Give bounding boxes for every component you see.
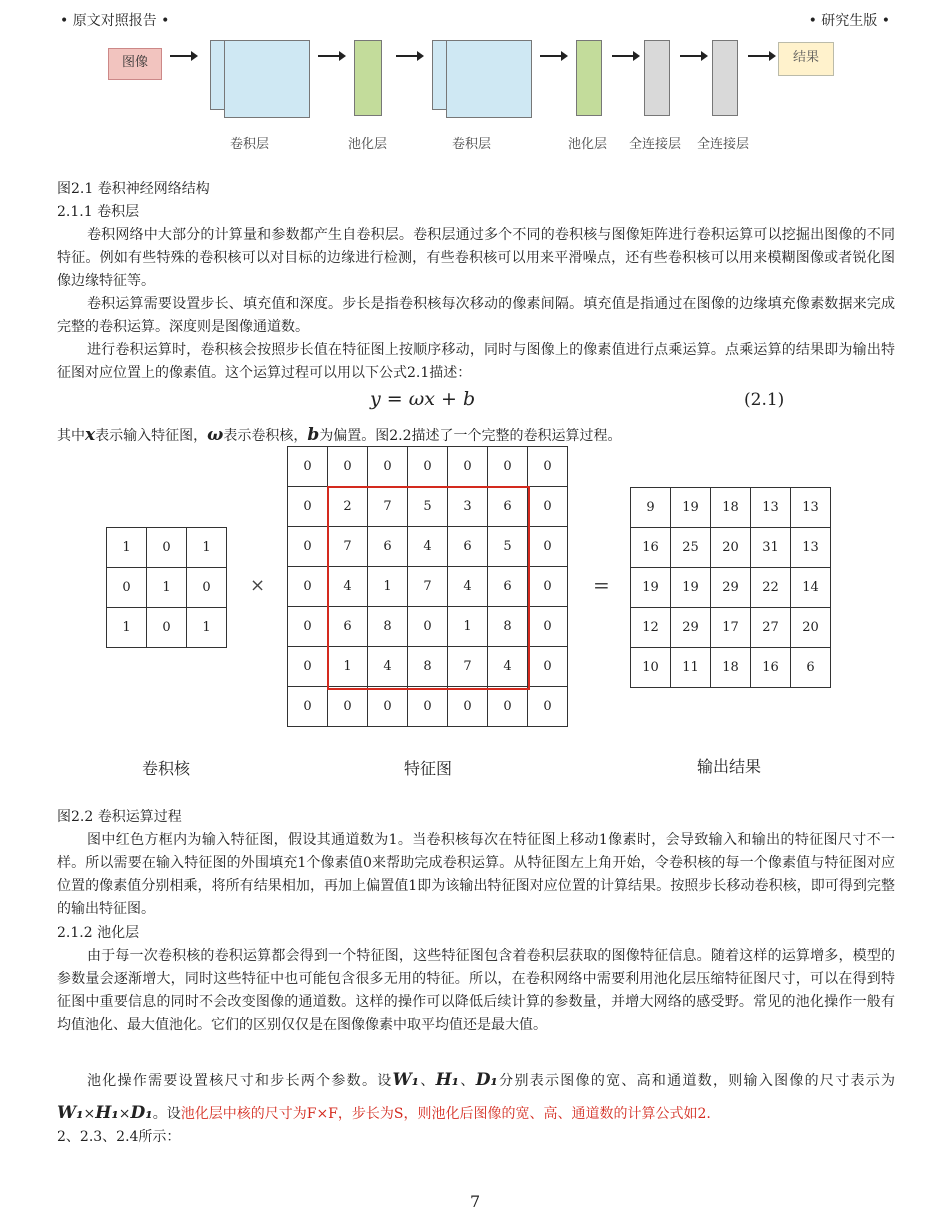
kernel-label: 卷积核 xyxy=(142,759,191,778)
matrix-cell: 18 xyxy=(711,648,751,688)
matrix-cell: 0 xyxy=(147,608,187,648)
var-omega: ω xyxy=(207,425,224,445)
matrix-cell: 7 xyxy=(448,647,488,687)
matrix-cell: 0 xyxy=(448,687,488,727)
matrix-row xyxy=(631,648,831,688)
matrix-cell: 7 xyxy=(328,527,368,567)
variable-explanation xyxy=(57,424,917,448)
pool-sep-1: 、 xyxy=(419,1073,436,1089)
matrix-cell: 0 xyxy=(528,527,568,567)
matrix-cell: 0 xyxy=(288,527,328,567)
matrix-cell: 19 xyxy=(671,568,711,608)
conv-block-2-front xyxy=(446,40,532,118)
pool-text-a: 池化操作需要设置核尺寸和步长两个参数。设 xyxy=(87,1073,393,1089)
layer-label-pool-1: 池化层 xyxy=(348,137,388,152)
matrix-cell: 6 xyxy=(328,607,368,647)
matrix-cell: 0 xyxy=(288,607,328,647)
matrix-row xyxy=(631,488,831,528)
matrix-cell: 1 xyxy=(107,608,147,648)
matrix-cell: 4 xyxy=(448,567,488,607)
input-image-box: 图像 xyxy=(108,48,162,80)
matrix-cell: 0 xyxy=(368,687,408,727)
matrix-cell: 19 xyxy=(671,488,711,528)
header-left: • 原文对照报告 • xyxy=(60,13,170,29)
equals-sign: = xyxy=(593,573,610,597)
pool-sep-2: 、 xyxy=(459,1073,476,1089)
figure-2-2-caption: 图2.2 卷积运算过程 xyxy=(57,809,182,825)
matrix-cell: 31 xyxy=(751,528,791,568)
kernel-matrix xyxy=(106,527,227,648)
input-region-red-box xyxy=(327,486,530,690)
var-text-b: 表示输入特征图， xyxy=(95,428,208,444)
matrix-cell: 5 xyxy=(408,487,448,527)
matrix-cell: 4 xyxy=(328,567,368,607)
matrix-cell: 0 xyxy=(408,687,448,727)
layer-label-conv-1: 卷积层 xyxy=(230,137,270,152)
layer-label-fc-1: 全连接层 xyxy=(629,137,682,152)
matrix-cell: 14 xyxy=(791,568,831,608)
matrix-cell: 0 xyxy=(528,647,568,687)
matrix-cell: 16 xyxy=(751,648,791,688)
var-text-c: 表示卷积核， xyxy=(223,428,308,444)
arrow-3 xyxy=(396,55,418,57)
matrix-row xyxy=(631,608,831,648)
arrow-7 xyxy=(748,55,770,57)
matrix-cell: 1 xyxy=(187,608,227,648)
fc-block-2 xyxy=(712,40,738,116)
matrix-cell: 0 xyxy=(288,447,328,487)
matrix-cell: 19 xyxy=(631,568,671,608)
output-result-box: 结果 xyxy=(778,42,834,76)
matrix-row xyxy=(631,528,831,568)
arrow-4 xyxy=(540,55,562,57)
layer-label-conv-2: 卷积层 xyxy=(452,137,492,152)
symbol-w1: W₁ xyxy=(392,1070,420,1090)
matrix-cell: 13 xyxy=(791,528,831,568)
after-figure-paragraph: 图中红色方框内为输入特征图，假设其通道数为1。当卷积核每次在特征图上移动1像素时，会导致输入和输出的特征图尺寸不一样。所以需要在输入特征图的外围填充1个像素值0来帮助完成卷积运算。从特征图左上角开始，令卷积核的每一个像素值与特征图对应位置的像素值分别相乘，将所有结果相加，再加上偏置值1即为该输出特征图对应位置的计算结果。按照步长移动卷积核，即可得到完整的输出特征图。 xyxy=(57,832,895,917)
page-number: 7 xyxy=(470,1192,481,1211)
matrix-cell: 0 xyxy=(488,687,528,727)
matrix-cell: 1 xyxy=(368,567,408,607)
matrix-row xyxy=(631,568,831,608)
matrix-cell: 0 xyxy=(528,687,568,727)
matrix-cell: 11 xyxy=(671,648,711,688)
matrix-cell: 4 xyxy=(368,647,408,687)
matrix-cell: 0 xyxy=(288,687,328,727)
conv-paragraph-3: 进行卷积运算时，卷积核会按照步长值在特征图上按顺序移动，同时与图像上的像素值进行点乘运算。点乘运算的结果即为输出特征图对应位置上的像素值。这个运算过程可以用以下公式2.1描述： xyxy=(57,342,895,381)
matrix-cell: 17 xyxy=(711,608,751,648)
matrix-cell: 8 xyxy=(488,607,528,647)
matrix-cell: 20 xyxy=(711,528,751,568)
matrix-cell: 7 xyxy=(408,567,448,607)
matrix-cell: 0 xyxy=(408,447,448,487)
matrix-cell: 1 xyxy=(187,528,227,568)
symbol-w1-b: W₁ xyxy=(57,1103,84,1123)
matrix-cell: 4 xyxy=(488,647,528,687)
pool-text-b: 分别表示图像的宽、高和通道数，则输入图像的尺寸表示为 xyxy=(497,1073,896,1089)
matrix-cell: 7 xyxy=(368,487,408,527)
matrix-cell: 16 xyxy=(631,528,671,568)
symbol-d1: D₁ xyxy=(475,1070,498,1090)
matrix-cell: 0 xyxy=(288,487,328,527)
multiply-sign: × xyxy=(250,575,266,596)
feature-map-label: 特征图 xyxy=(404,759,453,778)
matrix-cell: 0 xyxy=(187,568,227,608)
matrix-cell: 1 xyxy=(107,528,147,568)
matrix-cell: 0 xyxy=(528,447,568,487)
matrix-row xyxy=(107,608,227,648)
matrix-cell: 0 xyxy=(107,568,147,608)
section-2-1-1-heading: 2.1.1 卷积层 xyxy=(57,204,140,220)
matrix-cell: 20 xyxy=(791,608,831,648)
matrix-cell: 0 xyxy=(528,567,568,607)
matrix-row xyxy=(107,568,227,608)
conv-block-1-front xyxy=(224,40,310,118)
header-right: • 研究生版 • xyxy=(808,13,890,29)
matrix-cell: 0 xyxy=(528,487,568,527)
conv-paragraph-2: 卷积运算需要设置步长、填充值和深度。步长是指卷积核每次移动的像素间隔。填充值是指通过在图像的边缘填充像素数据来完成完整的卷积运算。深度则是图像通道数。 xyxy=(57,296,895,335)
layer-label-fc-2: 全连接层 xyxy=(697,137,750,152)
matrix-cell: 1 xyxy=(147,568,187,608)
matrix-cell: 2 xyxy=(328,487,368,527)
matrix-cell: 0 xyxy=(488,447,528,487)
fc-block-1 xyxy=(644,40,670,116)
matrix-cell: 25 xyxy=(671,528,711,568)
symbol-h1: H₁ xyxy=(435,1070,460,1090)
pool-block-1 xyxy=(354,40,382,116)
matrix-cell: 0 xyxy=(328,687,368,727)
matrix-cell: 0 xyxy=(408,607,448,647)
matrix-cell: 9 xyxy=(631,488,671,528)
matrix-cell: 22 xyxy=(751,568,791,608)
pool-text-d: 2、2.3、2.4所示： xyxy=(57,1129,181,1145)
matrix-cell: 3 xyxy=(448,487,488,527)
matrix-cell: 13 xyxy=(791,488,831,528)
figure-2-1-caption: 图2.1 卷积神经网络结构 xyxy=(57,181,210,197)
matrix-cell: 8 xyxy=(408,647,448,687)
matrix-cell: 4 xyxy=(408,527,448,567)
layer-label-pool-2: 池化层 xyxy=(568,137,608,152)
arrow-5 xyxy=(612,55,634,57)
matrix-cell: 6 xyxy=(488,567,528,607)
matrix-cell: 27 xyxy=(751,608,791,648)
var-x: x xyxy=(85,425,96,445)
pool-block-2 xyxy=(576,40,602,116)
matrix-cell: 6 xyxy=(488,487,528,527)
output-matrix xyxy=(630,487,831,688)
output-result-label: 输出结果 xyxy=(697,757,762,776)
pool-highlight-red: 池化层中核的尺寸为F×F，步长为S，则池化后图像的宽、高、通道数的计算公式如2. xyxy=(180,1106,711,1122)
conv-paragraph-1: 卷积网络中大部分的计算量和参数都产生自卷积层。卷积层通过多个不同的卷积核与图像矩阵进行卷积运算可以挖掘出图像的不同特征。例如有些特殊的卷积核可以对目标的边缘进行检测，有些卷积核可以用来平滑噪点，还有些卷积核可以用来模糊图像或者锐化图像边缘特征等。 xyxy=(57,227,895,289)
var-text-a: 其中 xyxy=(57,428,85,444)
matrix-row xyxy=(107,528,227,568)
var-text-d: 为偏置。图2.2描述了一个完整的卷积运算过程。 xyxy=(319,428,622,444)
times-1: × xyxy=(83,1106,96,1122)
var-b: b xyxy=(307,425,320,445)
matrix-cell: 6 xyxy=(791,648,831,688)
matrix-cell: 6 xyxy=(448,527,488,567)
matrix-row xyxy=(288,447,568,487)
symbol-h1-b: H₁ xyxy=(95,1103,119,1123)
matrix-cell: 0 xyxy=(448,447,488,487)
matrix-cell: 1 xyxy=(448,607,488,647)
matrix-cell: 0 xyxy=(288,567,328,607)
matrix-cell: 6 xyxy=(368,527,408,567)
matrix-cell: 0 xyxy=(288,647,328,687)
section-2-1-2-heading: 2.1.2 池化层 xyxy=(57,925,140,941)
matrix-cell: 5 xyxy=(488,527,528,567)
pool-text-c: 。设 xyxy=(152,1106,181,1122)
matrix-cell: 29 xyxy=(671,608,711,648)
pooling-paragraph-1: 由于每一次卷积核的卷积运算都会得到一个特征图，这些特征图包含着卷积层获取的图像特征信息。随着这样的运算增多，模型的参数量会逐渐增大，同时这些特征中也可能包含很多无用的特征。所以，在卷积网络中需要利用池化层压缩特征图尺寸，可以在得到特征图中重要信息的同时不会改变图像的通道数。这样的操作可以降低后续计算的参数量，并增大网络的感受野。常见的池化操作一般有均值池化、最大值池化。它们的区别仅仅是在图像像素中取平均值还是最大值。 xyxy=(57,948,895,1033)
formula-2-1-number: (2.1) xyxy=(744,390,785,410)
matrix-cell: 12 xyxy=(631,608,671,648)
pooling-paragraph-2 xyxy=(57,1064,895,1130)
matrix-cell: 1 xyxy=(328,647,368,687)
arrow-1 xyxy=(170,55,192,57)
matrix-cell: 10 xyxy=(631,648,671,688)
matrix-cell: 29 xyxy=(711,568,751,608)
matrix-cell: 0 xyxy=(368,447,408,487)
matrix-cell: 0 xyxy=(528,607,568,647)
matrix-cell: 18 xyxy=(711,488,751,528)
matrix-row xyxy=(288,687,568,727)
formula-2-1: y = ωx + b xyxy=(370,388,476,410)
matrix-cell: 0 xyxy=(328,447,368,487)
arrow-6 xyxy=(680,55,702,57)
times-2: × xyxy=(118,1106,131,1122)
matrix-cell: 0 xyxy=(147,528,187,568)
symbol-d1-b: D₁ xyxy=(130,1103,153,1123)
matrix-cell: 8 xyxy=(368,607,408,647)
arrow-2 xyxy=(318,55,340,57)
matrix-cell: 13 xyxy=(751,488,791,528)
